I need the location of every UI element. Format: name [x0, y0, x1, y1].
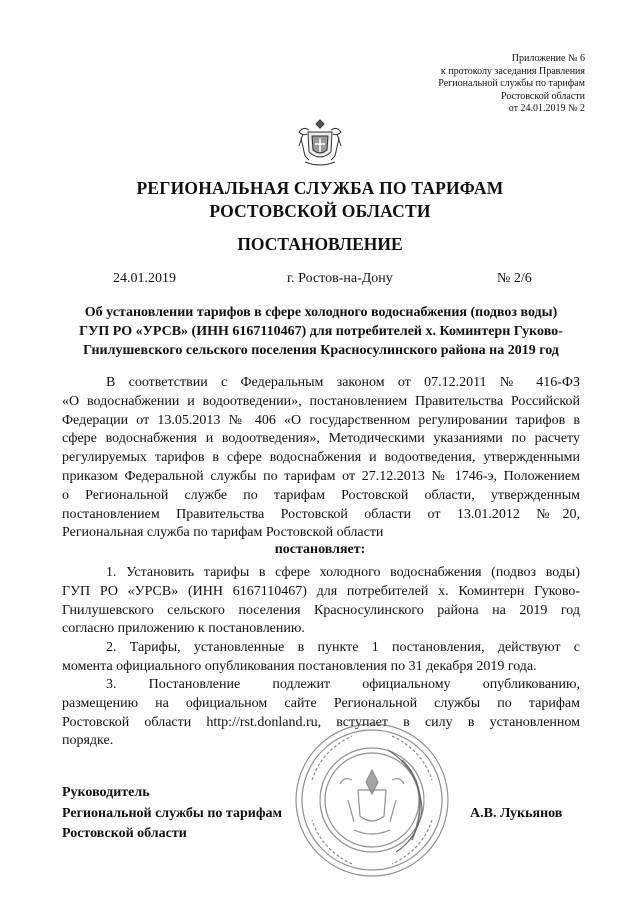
appendix-note: [438, 53, 585, 116]
preamble-line: сфере водоснабжения и водоотведения», Методическими указаниями по расчету: [62, 431, 580, 447]
item-line: 3. Постановление подлежит официальному опубликованию,: [106, 677, 580, 692]
preamble-line: Федерации от 13.05.2013 № 406 «О государственном регулировании тарифов в: [62, 412, 580, 428]
item-line: Ростовской области http://rst.donland.ru, вступает в силу в установленном: [62, 714, 580, 730]
subject-line: ГУП РО «УРСВ» (ИНН 6167110467) для потребителей х. Коминтерн Гуково-: [79, 324, 563, 339]
document-type-title: ПОСТАНОВЛЕНИЕ: [237, 234, 403, 254]
item-line: согласно приложению к постановлению.: [62, 621, 305, 637]
item-line: 1. Установить тарифы в сфере холодного водоснабжения (подвоз воды): [106, 565, 580, 580]
preamble-line: регулируемых тарифов в сфере водоснабжения и водоотведения, утвержденными: [62, 450, 580, 466]
coat-of-arms-icon: [295, 116, 345, 168]
preamble-paragraph: [62, 374, 580, 543]
preamble-line: приказом Федеральной службы по тарифам от 27.12.2013 № 1746-э, Положением: [62, 468, 580, 484]
appendix-line: от 24.01.2019 № 2: [508, 103, 585, 114]
signer-name: А.В. Лукьянов: [470, 806, 563, 821]
item-line: момента официального опубликования постановления по 31 декабря 2019 года.: [62, 658, 537, 674]
resolves-heading: постановляет:: [274, 542, 366, 557]
resolution-item-1: [62, 564, 580, 639]
document-city: г. Ростов-на-Дону: [287, 271, 393, 286]
signer-title-line: Ростовской области: [62, 826, 187, 841]
signer-title: [62, 783, 282, 845]
preamble-line: постановлением Правительства Ростовской области от 13.01.2012 №20,: [62, 506, 580, 522]
preamble-line: о Региональной службе по тарифам Ростовской области, утвержденным: [62, 487, 580, 503]
item-line: Гнилушевского сельского поселения Красносулинского района на 2019 год: [62, 602, 580, 618]
resolution-item-2: [62, 639, 580, 677]
appendix-line: Региональной службы по тарифам: [438, 78, 585, 89]
item-line: ГУП РО «УРСВ» (ИНН 6167110467) для потребителей х. Коминтерн Гуково-: [62, 583, 580, 599]
preamble-line: «О водоснабжении и водоотведении», постановлением Правительства Российской: [62, 393, 580, 409]
appendix-line: Ростовской области: [501, 90, 585, 102]
preamble-line: Региональная служба по тарифам Ростовской области: [62, 525, 384, 541]
organization-title-line-1: РЕГИОНАЛЬНАЯ СЛУЖБА ПО ТАРИФАМ: [136, 178, 504, 198]
document-date: 24.01.2019: [113, 271, 176, 286]
signer-title-line: Региональной службы по тарифам: [62, 805, 283, 821]
subject-line: Гнилушевского сельского поселения Красносулинского района на 2019 год: [83, 343, 559, 358]
item-line: 2. Тарифы, установленные в пункте 1 постановления, действуют с: [106, 640, 580, 655]
appendix-line: к протоколу заседания Правления: [440, 65, 585, 77]
organization-title-line-2: РОСТОВСКОЙ ОБЛАСТИ: [209, 201, 431, 221]
subject-line: Об установлении тарифов в сфере холодного водоснабжения (подвоз воды): [84, 305, 558, 320]
signer-title-line: Руководитель: [62, 785, 150, 800]
document-number: № 2/6: [497, 271, 532, 286]
item-line: порядке.: [62, 733, 114, 749]
preamble-line: В соответствии с Федеральным законом от 07.12.2011 № 416-ФЗ: [106, 375, 580, 390]
appendix-line: Приложение № 6: [511, 53, 585, 64]
item-line: размещению на официальном сайте Региональной службы по тарифам: [62, 695, 580, 711]
document-subject: [62, 303, 580, 360]
official-seal-icon: [292, 720, 452, 880]
